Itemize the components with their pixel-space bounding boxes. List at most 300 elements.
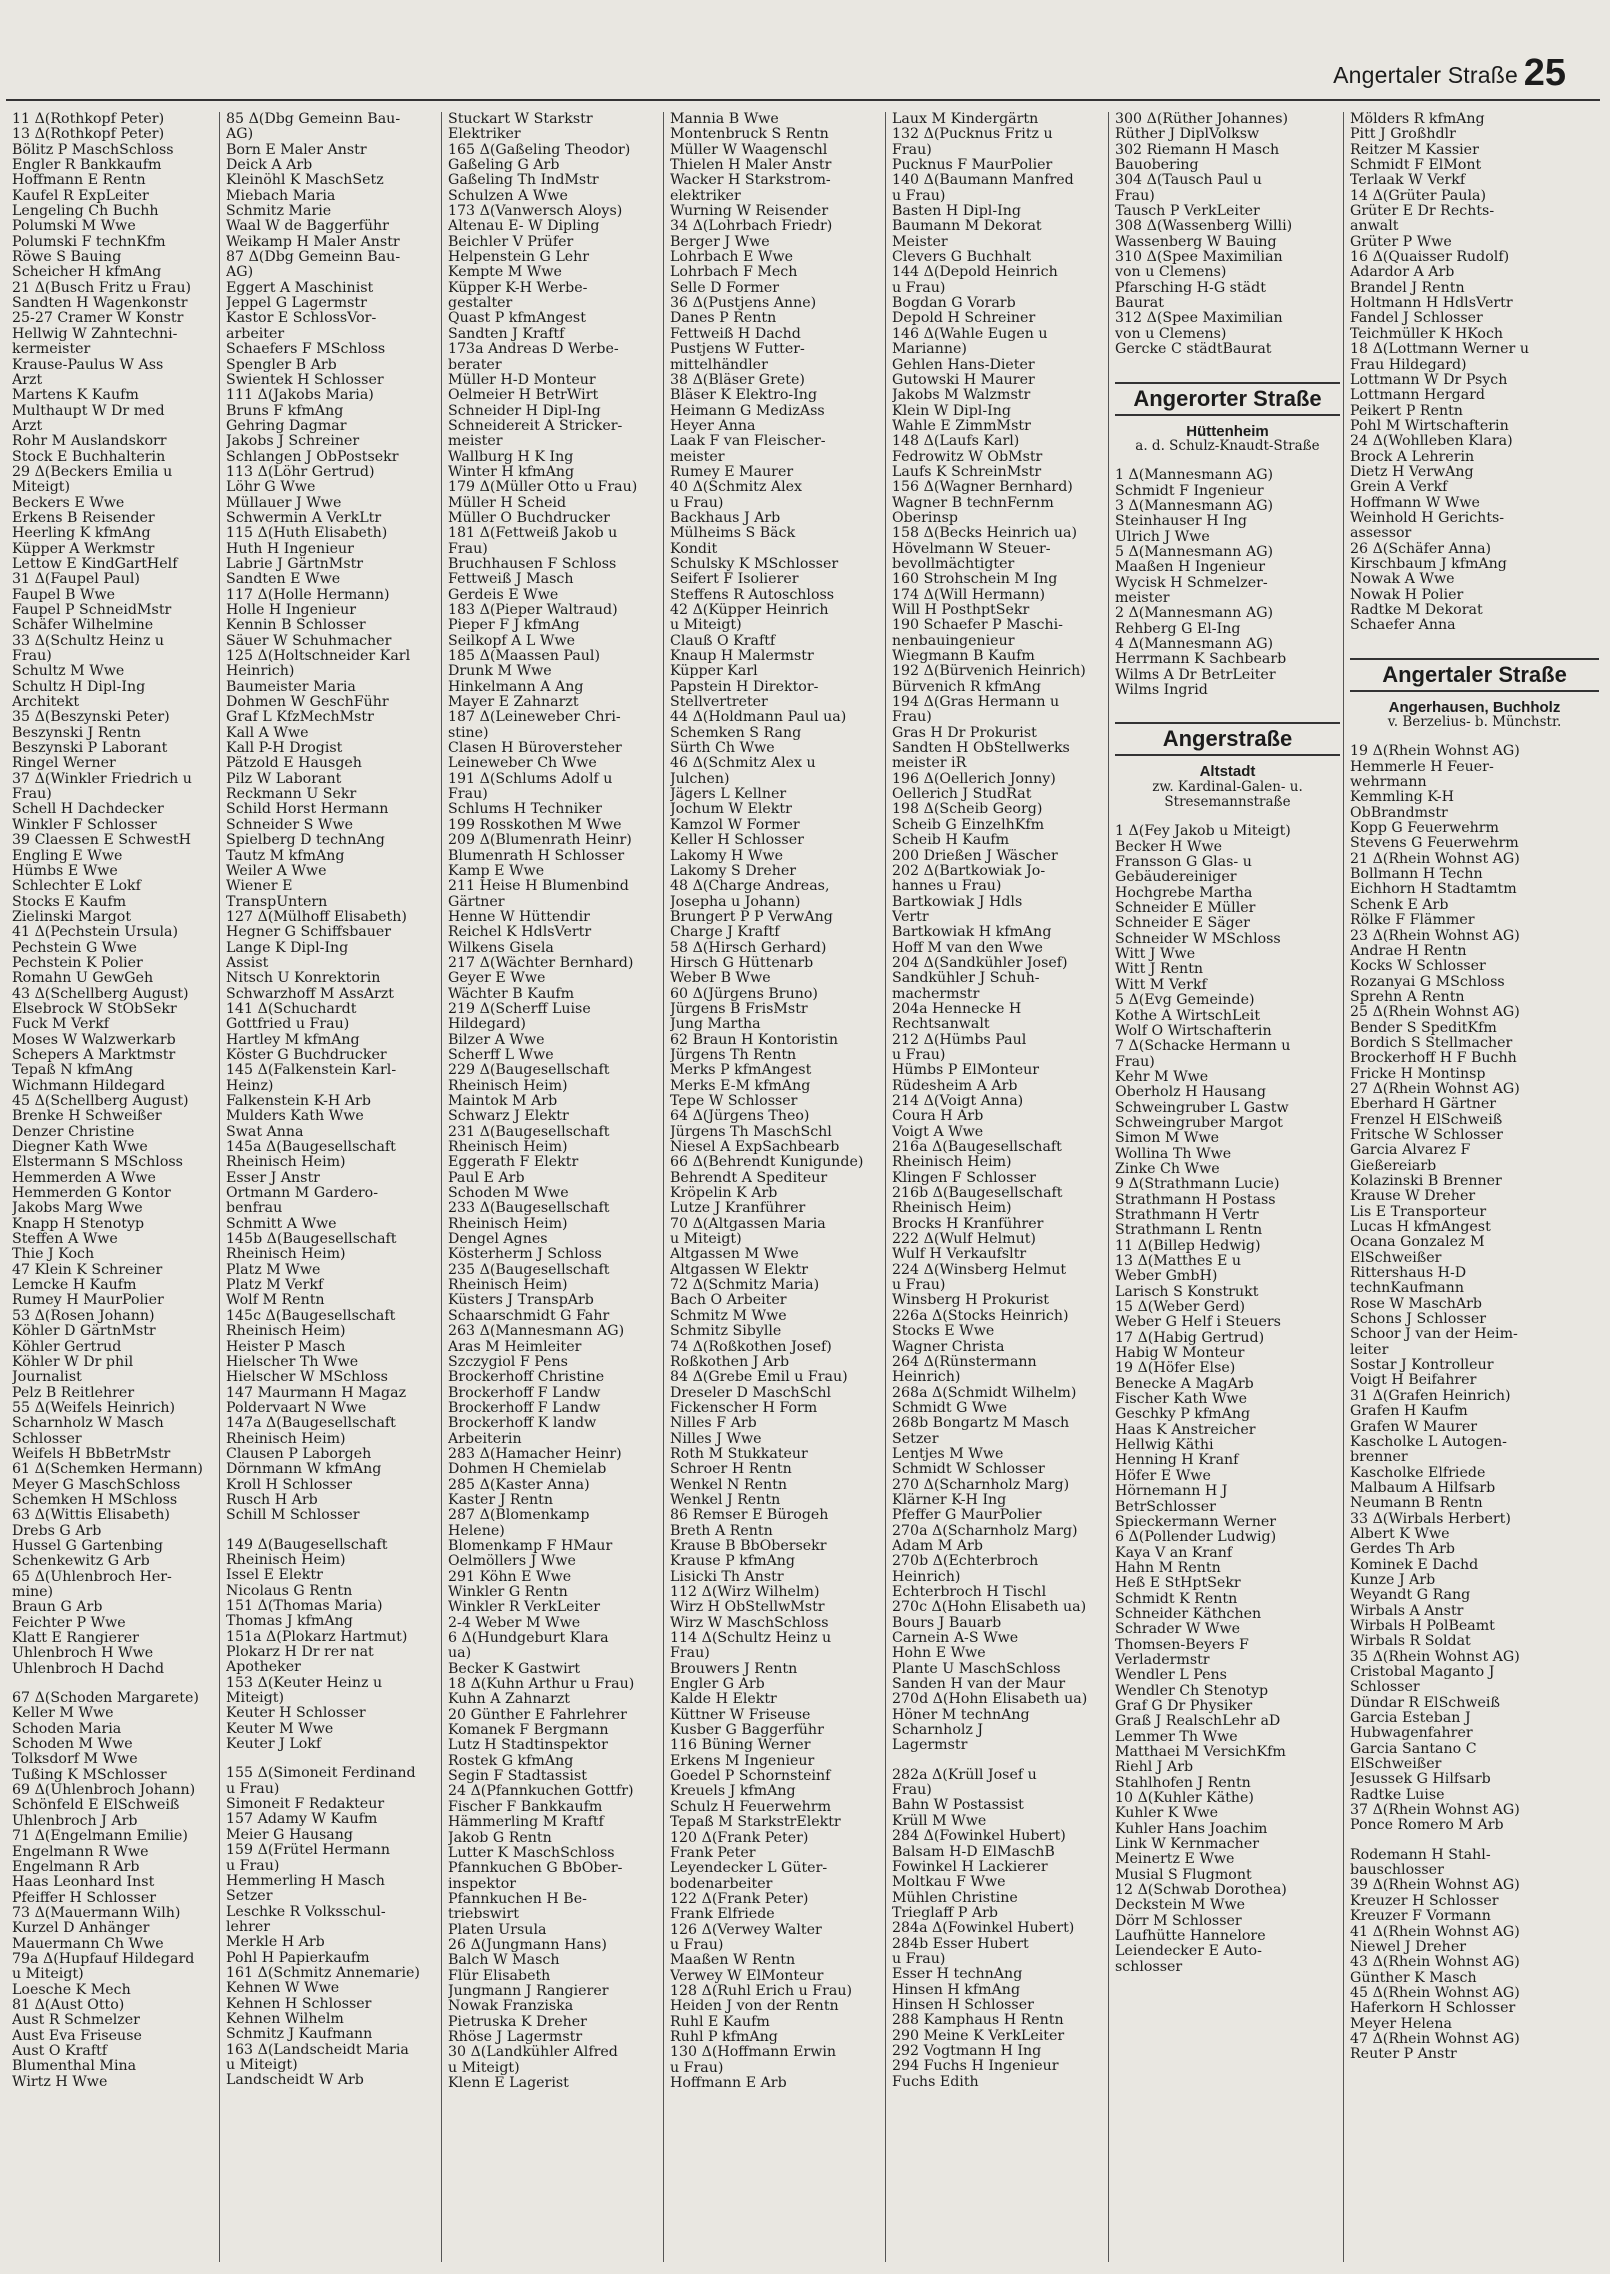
directory-entry: Waal W de Baggerführ [226, 219, 389, 235]
directory-entry: BetrSchlosser [1115, 1499, 1216, 1515]
directory-entry: Graß J RealschLehr aD [1115, 1714, 1281, 1730]
directory-entry: Wycisk H Schmelzer- [1115, 575, 1268, 591]
directory-entry: Altgassen W Elektr [670, 1262, 809, 1278]
directory-entry: Stellvertreter [670, 695, 768, 711]
directory-entry: Dündar R ElSchweiß [1350, 1695, 1500, 1711]
directory-entry: Julchen) [670, 771, 730, 787]
directory-entry: Graf G Dr Physiker [1115, 1698, 1253, 1714]
directory-entry: ElSchweißer [1350, 1757, 1442, 1773]
directory-entry: inspektor [448, 1876, 517, 1892]
directory-entry: 41 Δ(Rhein Wohnst AG) [1350, 1924, 1520, 1940]
directory-entry: Kreuels J kfmAng [670, 1784, 796, 1800]
directory-entry: Frau) [892, 142, 932, 158]
directory-entry: Hemmerling H Masch [226, 1873, 385, 1889]
directory-entry: 204a Hennecke H [892, 1001, 1022, 1017]
directory-entry: 264 Δ(Rünstermann [892, 1354, 1037, 1370]
directory-entry: Bartkowiak J Hdls [892, 894, 1023, 910]
directory-entry: Swat Anna [226, 1124, 304, 1140]
directory-entry: 60 Δ(Jürgens Bruno) [670, 986, 818, 1002]
directory-entry: Oelmeier H BetrWirt [448, 388, 599, 404]
directory-entry: Heister P Masch [226, 1339, 346, 1355]
street-heading: Angerstraße [1115, 722, 1340, 756]
directory-entry: Uhlenbroch H Wwe [12, 1646, 154, 1662]
directory-entry: Kaya V an Kranf [1115, 1545, 1233, 1561]
directory-entry: Kurzel D Anhänger [12, 1921, 150, 1937]
directory-entry: Larisch S Konstrukt [1115, 1284, 1259, 1300]
directory-entry: Architekt [12, 695, 80, 711]
directory-entry: Klatt E Rangierer [12, 1631, 139, 1647]
directory-entry: Frau) [448, 787, 488, 803]
directory-entry: 209 Δ(Blumenrath Heinr) [448, 833, 632, 849]
directory-entry: Garcia Alvarez F [1350, 1143, 1471, 1159]
directory-entry: Hoffmann E Rentn [12, 173, 146, 189]
directory-entry: benfrau [226, 1201, 283, 1217]
directory-entry: Deick A Arb [226, 158, 313, 174]
directory-entry: Rheinisch Heim) [448, 1078, 568, 1094]
directory-entry: Miteigt) [12, 480, 71, 496]
directory-entry: Henne W Hüttendir [448, 909, 590, 925]
directory-entry: arbeiter [226, 326, 285, 342]
directory-entry: Schwarzhoff M AssArzt [226, 986, 394, 1002]
directory-entry: 116 Büning Werner [670, 1738, 811, 1754]
directory-entry: 58 Δ(Hirsch Gerhard) [670, 940, 827, 956]
directory-entry: Sprehn A Rentn [1350, 989, 1465, 1005]
spacer [12, 1677, 215, 1691]
directory-entry: Setzer [226, 1889, 273, 1905]
directory-entry: 163 Δ(Landscheidt Maria [226, 2042, 409, 2058]
directory-entry: u Miteigt) [670, 618, 742, 634]
directory-entry: 140 Δ(Baumann Manfred [892, 173, 1074, 189]
directory-entry: 120 Δ(Frank Peter) [670, 1830, 809, 1846]
directory-entry: 214 Δ(Voigt Anna) [892, 1094, 1024, 1109]
directory-entry: Leineweber Ch Wwe [448, 756, 597, 772]
directory-entry: Lis E Transporteur [1350, 1204, 1487, 1220]
directory-entry: Aust R Schmelzer [12, 2013, 140, 2029]
directory-entry: Brockerhoff H F Buchh [1350, 1051, 1517, 1067]
directory-entry: Schroer H Rentn [670, 1462, 792, 1478]
directory-entry: machermstr [892, 986, 980, 1002]
directory-entry: Bürvenich R kfmAng [892, 679, 1041, 695]
directory-entry: 6 Δ(Pollender Ludwig) [1115, 1530, 1277, 1546]
directory-entry: 21 Δ(Rhein Wohnst AG) [1350, 851, 1520, 867]
directory-entry: 144 Δ(Depold Heinrich [892, 265, 1058, 281]
directory-entry: Keuter H Schlosser [226, 1706, 366, 1722]
directory-entry: Hildegard) [448, 1017, 526, 1033]
directory-entry: u Frau) [892, 1951, 946, 1967]
directory-entry: 155 Δ(Simoneit Ferdinand [226, 1766, 416, 1782]
directory-entry: Jochum W Elektr [670, 802, 792, 818]
directory-entry: Altgassen M Wwe [670, 1247, 799, 1263]
directory-entry: Labrie J GärtnMstr [226, 556, 364, 572]
directory-entry: Schmidt F ElMont [1350, 158, 1482, 174]
directory-entry: 1 Δ(Fey Jakob u Miteigt) [1115, 824, 1291, 840]
directory-entry: 288 Kamphaus H Rentn [892, 2013, 1064, 2029]
directory-entry: 231 Δ(Baugesellschaft [448, 1124, 610, 1140]
directory-entry: Baumeister Maria [226, 679, 356, 695]
directory-entry: Jakobs Marg Wwe [12, 1201, 143, 1217]
directory-entry: Elsebrock W StObSekr [12, 1001, 177, 1017]
directory-entry: 33 Δ(Wirbals Herbert) [1350, 1511, 1511, 1527]
directory-entry: Arzt [12, 372, 43, 388]
directory-entry: leiter [1350, 1342, 1389, 1358]
directory-entry: Wiener E [226, 879, 293, 895]
directory-entry: Bölitz P MaschSchloss [12, 142, 174, 158]
directory-entry: Moses W Walzwerkarb [12, 1032, 176, 1048]
directory-entry: Schaarschmidt G Fahr [448, 1308, 610, 1324]
directory-entry: Heerling K kfmAng [12, 526, 151, 542]
directory-entry: Scharnholz J [892, 1723, 984, 1739]
directory-entry: Benecke A MagArb [1115, 1376, 1254, 1392]
directory-entry: Lohrbach E Wwe [670, 250, 794, 266]
directory-entry: Hirsch G Hüttenarb [670, 955, 814, 971]
directory-entry: Engler R Bankkaufm [12, 158, 162, 174]
directory-entry: ua) [448, 1646, 472, 1662]
directory-entry: Beckers E Wwe [12, 495, 125, 511]
directory-entry: Nilles J Wwe [670, 1431, 762, 1447]
directory-entry: Weber GmbH) [1115, 1269, 1218, 1285]
directory-entry: Clasen H Büroversteher [448, 741, 622, 757]
directory-entry: 284 Δ(Fowinkel Hubert) [892, 1829, 1066, 1845]
directory-entry: 113 Δ(Löhr Gertrud) [226, 464, 375, 480]
directory-entry: ObBrandmstr [1350, 805, 1448, 821]
directory-entry: 158 Δ(Becks Heinrich ua) [892, 526, 1078, 542]
directory-entry: Rumey E Maurer [670, 464, 794, 480]
directory-entry: Coura H Arb [892, 1109, 984, 1125]
directory-entry: Scheib G EinzelhKfm [892, 817, 1045, 833]
directory-entry: Brungert P P VerwAng [670, 909, 833, 925]
directory-entry: Oberholz H Hausang [1115, 1085, 1266, 1101]
directory-entry: Stevens G Feuerwehrm [1350, 836, 1519, 852]
directory-entry: 198 Δ(Scheib Georg) [892, 802, 1043, 818]
spacer [1350, 634, 1599, 648]
directory-entry: Pohl H Papierkaufm [226, 1950, 370, 1966]
directory-entry: bevollmächtigter [892, 556, 1015, 572]
directory-entry: Kalde H Elektr [670, 1692, 777, 1708]
directory-entry: Strathmann H Postass [1115, 1192, 1276, 1208]
directory-entry: Erkens B Reisender [12, 510, 155, 526]
directory-entry: Rheinisch Heim) [226, 1324, 346, 1340]
directory-entry: Sürth Ch Wwe [670, 741, 775, 757]
directory-entry: Hubwagenfahrer [1350, 1726, 1473, 1742]
directory-entry: Rheinisch Heim) [448, 1140, 568, 1156]
district-heading: Altstadt [1199, 764, 1256, 780]
directory-entry: mine) [12, 1585, 54, 1600]
directory-entry: Witt J Wwe [1115, 947, 1196, 963]
directory-entry: Josepha u Johann) [670, 894, 801, 910]
directory-entry: 145 Δ(Falkenstein Karl- [226, 1063, 397, 1079]
directory-entry: Spielberg D technAng [226, 833, 385, 849]
directory-entry: Hoffmann W Wwe [1350, 495, 1480, 511]
directory-entry: Keller M Wwe [12, 1706, 114, 1722]
directory-entry: 229 Δ(Baugesellschaft [448, 1063, 610, 1079]
directory-entry: Kuhler K Wwe [1115, 1806, 1219, 1822]
directory-entry: 39 Claessen E SchwestH [12, 833, 191, 849]
directory-entry: 179 Δ(Müller Otto u Frau) [448, 480, 638, 496]
directory-entry: meister [670, 449, 725, 465]
directory-entry: Thie J Koch [12, 1247, 95, 1263]
directory-entry: Blumenthal Mina [12, 2059, 137, 2075]
directory-entry: Schlosser [12, 1431, 82, 1447]
directory-entry: Pucknus F MaurPolier [892, 158, 1053, 174]
directory-entry: Heß E StHptSekr [1115, 1576, 1241, 1592]
directory-entry: Lentjes M Wwe [892, 1446, 1004, 1462]
directory-entry: 47 Δ(Rhein Wohnst AG) [1350, 2031, 1520, 2047]
column-5 [885, 112, 1109, 2262]
directory-entry: Andrae H Rentn [1350, 943, 1467, 959]
directory-entry: Reichel K HdlsVertr [448, 925, 592, 941]
directory-entry: Schemken S Rang [670, 725, 802, 741]
directory-entry: Mulders Kath Wwe [226, 1109, 364, 1125]
directory-entry: Terlaak W Verkf [1350, 173, 1466, 189]
directory-entry: 2-4 Weber M Wwe [448, 1615, 581, 1631]
directory-entry: Feichter P Wwe [12, 1615, 126, 1631]
directory-entry: Schons J Schlosser [1350, 1312, 1487, 1328]
directory-entry: Radtke Luise [1350, 1787, 1445, 1803]
directory-entry: Weifels H BbBetrMstr [12, 1446, 171, 1462]
directory-entry: Berger J Wwe [670, 234, 770, 250]
directory-entry: Kemmling K-H [1350, 790, 1455, 806]
directory-entry: Kascholke L Autogen- [1350, 1434, 1507, 1450]
directory-entry: Szczygiol F Pens [448, 1354, 568, 1370]
directory-entry: Fischer F Bankkaufm [448, 1799, 603, 1815]
directory-entry: Wagner B technFernm [892, 495, 1054, 511]
directory-entry: Keller H Schlosser [670, 833, 804, 849]
directory-entry: Hemmerden G Kontor [12, 1186, 171, 1202]
directory-entry: Gehlen Hans-Dieter [892, 357, 1035, 373]
directory-entry: Schweingruber L Gastw [1115, 1100, 1289, 1116]
directory-entry: Helpenstein G Lehr [448, 250, 590, 266]
directory-entry: Laux M Kindergärtn [892, 112, 1039, 127]
directory-entry: u Frau) [670, 2060, 724, 2076]
directory-entry: Clevers G Buchhalt [892, 250, 1032, 266]
directory-entry: Küttner W Friseuse [670, 1707, 811, 1723]
directory-entry: 235 Δ(Baugesellschaft [448, 1262, 610, 1278]
directory-entry: Ruhl E Kaufm [670, 2014, 770, 2030]
directory-entry: Schoden M Wwe [448, 1186, 569, 1202]
district-heading: Angerhausen, Buchholz [1388, 699, 1561, 716]
directory-entry: 224 Δ(Winsberg Helmut [892, 1262, 1067, 1278]
directory-entry: 146 Δ(Wahle Eugen u [892, 326, 1048, 342]
directory-entry: Schulz H Feuerwehrm [670, 1799, 832, 1815]
directory-entry: Maaßen H Ingenieur [1115, 560, 1266, 576]
directory-entry: 41 Δ(Pechstein Ursula) [12, 925, 178, 941]
directory-entry: Spengler B Arb [226, 357, 337, 373]
directory-entry: Kominek E Dachd [1350, 1557, 1479, 1573]
directory-entry: 19 Δ(Rhein Wohnst AG) [1350, 744, 1520, 760]
directory-entry: Schultz M Wwe [12, 664, 125, 680]
directory-entry: 151 Δ(Thomas Maria) [226, 1599, 383, 1614]
directory-entry: Hämmerling M Kraftf [448, 1815, 604, 1831]
directory-entry: TranspUntern [226, 894, 328, 910]
directory-entry: Keuter M Wwe [226, 1721, 334, 1737]
directory-entry: 185 Δ(Maassen Paul) [448, 649, 600, 665]
directory-entry: Krause B BbObersekr [670, 1538, 827, 1554]
directory-entry: Eggert A Maschinist [226, 280, 374, 296]
directory-entry: Mauermann Ch Wwe [12, 1936, 164, 1952]
directory-entry: Kroll H Schlosser [226, 1477, 353, 1493]
directory-entry: Drunk M Wwe [448, 664, 552, 680]
directory-entry: Neumann B Rentn [1350, 1496, 1483, 1512]
directory-entry: 31 Δ(Grafen Heinrich) [1350, 1388, 1511, 1404]
directory-entry: Hinsen H kfmAng [892, 1982, 1021, 1998]
directory-entry: Strathmann H Vertr [1115, 1207, 1259, 1223]
directory-entry: Kröpelin K Arb [670, 1186, 778, 1202]
directory-entry: 294 Fuchs H Ingenieur [892, 2059, 1059, 2075]
directory-entry: Radtke M Dekorat [1350, 603, 1483, 618]
directory-entry: Pechstein K Polier [12, 955, 143, 971]
directory-entry: Basten H Dipl-Ing [892, 204, 1021, 220]
directory-entry: Seifert F Isolierer [670, 572, 799, 588]
directory-entry: Frau Hildegard) [1350, 357, 1467, 373]
directory-entry: Balsam H-D ElMaschB [892, 1844, 1055, 1860]
directory-entry: 44 Δ(Holdmann Paul ua) [670, 710, 847, 726]
directory-entry: Steffens R Autoschloss [670, 587, 835, 603]
directory-entry: Rheinisch Heim) [892, 1201, 1012, 1217]
directory-entry: Rohr M Auslandskorr [12, 434, 167, 450]
directory-entry: Oelmöllers J Wwe [448, 1554, 576, 1570]
directory-entry: Lisicki Th Anstr [670, 1569, 784, 1585]
directory-entry: Lutze J Kranführer [670, 1201, 806, 1217]
directory-entry: Schneider Käthchen [1115, 1606, 1262, 1622]
directory-entry: 216a Δ(Baugesellschaft [892, 1140, 1062, 1156]
spacer [1350, 730, 1599, 744]
directory-entry: Kolazinski B Brenner [1350, 1174, 1502, 1189]
directory-entry: Schlums H Techniker [448, 802, 602, 818]
directory-entry: 147a Δ(Baugesellschaft [226, 1416, 396, 1432]
directory-entry: Simon M Wwe [1115, 1131, 1220, 1147]
directory-entry: Pelz B Reitlehrer [12, 1385, 135, 1401]
directory-entry: ElSchweißer [1350, 1250, 1442, 1266]
directory-entry: Kreuzer H Schlosser [1350, 1893, 1499, 1909]
directory-entry: Martens K Kaufm [12, 388, 139, 404]
directory-entry: 36 Δ(Pustjens Anne) [670, 296, 817, 312]
directory-entry: Wurning W Reisender [670, 204, 829, 220]
directory-entry: Hümbs P ElMonteur [892, 1063, 1040, 1079]
directory-entry: 117 Δ(Holle Hermann) [226, 587, 390, 603]
directory-entry: Gehring Dagmar [226, 418, 347, 434]
directory-entry: Gießereiarb [1350, 1158, 1437, 1174]
header-rule [6, 99, 1600, 101]
directory-entry: 145b Δ(Baugesellschaft [226, 1232, 397, 1248]
directory-entry: Uhlenbroch J Arb [12, 1813, 138, 1829]
directory-entry: Flür Elisabeth [448, 1968, 551, 1984]
directory-entry: Hahn M Rentn [1115, 1560, 1221, 1576]
directory-entry: Winkler F Schlosser [12, 817, 157, 833]
street-range-note: Stresemannstraße [1164, 795, 1291, 811]
directory-entry: Rheinisch Heim) [448, 1278, 568, 1294]
directory-entry: Bahn W Postassist [892, 1798, 1024, 1814]
directory-entry: Hümbs E Wwe [12, 863, 118, 879]
directory-entry: Grafen H Kaufm [1350, 1404, 1468, 1420]
directory-entry: Heimann G MedizAss [670, 403, 825, 419]
directory-entry: Weiler A Wwe [226, 863, 327, 879]
directory-entry: 112 Δ(Wirz Wilhelm) [670, 1585, 820, 1600]
directory-entry: assessor [1350, 526, 1412, 542]
directory-entry: 65 Δ(Uhlenbroch Her- [12, 1569, 172, 1585]
directory-entry: Wassenberg W Bauing [1115, 234, 1277, 250]
directory-entry: Graf L KfzMechMstr [226, 710, 374, 726]
directory-entry: Pfeffer G MaurPolier [892, 1508, 1042, 1524]
directory-entry: Gaßeling Th IndMstr [448, 173, 599, 189]
directory-entry: Ulrich J Wwe [1115, 529, 1210, 545]
directory-entry: Backhaus J Arb [670, 510, 781, 526]
directory-entry: Komanek F Bergmann [448, 1723, 609, 1739]
directory-entry: Gercke C städtBaurat [1115, 342, 1272, 358]
directory-entry: Jägers L Kellner [670, 787, 787, 803]
directory-entry: u Frau) [892, 188, 946, 204]
directory-entry: 312 Δ(Spee Maximilian [1115, 311, 1283, 327]
directory-entry: Aust Eva Friseuse [12, 2028, 142, 2044]
column-2 [219, 112, 442, 2262]
directory-entry: Röwe S Bauing [12, 250, 122, 266]
directory-entry: 310 Δ(Spee Maximilian [1115, 250, 1283, 266]
spacer [1115, 454, 1340, 468]
directory-entry: 219 Δ(Scherff Luise [448, 1001, 591, 1017]
street-heading: Angerorter Straße [1115, 382, 1340, 416]
directory-entry: Rheinisch Heim) [448, 1216, 568, 1232]
directory-entry: Uhlenbroch H Dachd [12, 1661, 165, 1677]
directory-entry: Wendler Ch Stenotyp [1115, 1683, 1269, 1699]
directory-entry: Lagermstr [892, 1738, 968, 1754]
directory-entry: 268b Bongartz M Masch [892, 1416, 1070, 1432]
directory-entry: Born E Maler Anstr [226, 142, 367, 158]
directory-entry: Gärtner [448, 894, 505, 910]
directory-entry: Assist [226, 955, 269, 971]
directory-entry: Hövelmann W Steuer- [892, 541, 1051, 557]
directory-entry: 263 Δ(Mannesmann AG) [448, 1324, 625, 1340]
directory-entry: Riehl J Arb [1115, 1760, 1194, 1776]
directory-entry: 31 Δ(Faupel Paul) [12, 572, 140, 588]
directory-entry: Steffen A Wwe [12, 1232, 118, 1248]
directory-entry: Krüll M Wwe [892, 1813, 987, 1829]
directory-entry: Brockerhoff K landw [448, 1416, 597, 1432]
spacer [892, 1754, 1105, 1768]
directory-entry: Schönfeld E ElSchweiß [12, 1798, 180, 1814]
directory-entry: meister [448, 434, 503, 450]
directory-entry: 145c Δ(Baugesellschaft [226, 1308, 396, 1324]
directory-entry: 27 Δ(Rhein Wohnst AG) [1350, 1081, 1520, 1097]
directory-entry: Schmidt G Wwe [892, 1400, 1008, 1416]
directory-entry: Winter H kfmAng [448, 464, 575, 480]
directory-entry: Hartley M kfmAng [226, 1032, 360, 1048]
directory-entry: Fedrowitz W ObMstr [892, 449, 1043, 465]
directory-entry: Depold H Schreiner [892, 311, 1036, 327]
directory-entry: u Frau) [892, 280, 946, 296]
directory-entry: Mayer E Zahnarzt [448, 695, 579, 711]
directory-entry: Schill M Schlosser [226, 1508, 360, 1524]
directory-entry: 147 Maurmann H Magaz [226, 1385, 407, 1401]
directory-entry: Bender S SpeditKfm [1350, 1020, 1497, 1036]
directory-entry: Grüter E Dr Rechts- [1350, 204, 1495, 220]
directory-entry: 39 Δ(Rhein Wohnst AG) [1350, 1878, 1520, 1894]
directory-entry: Niesel A ExpSachbearb [670, 1140, 840, 1156]
directory-entry: Sandten J Kraftf [448, 326, 565, 342]
directory-entry: Adam M Arb [892, 1538, 983, 1554]
directory-entry: Müller H-D Monteur [448, 372, 596, 388]
directory-entry: 148 Δ(Laufs Karl) [892, 434, 1020, 450]
directory-entry: 38 Δ(Bläser Grete) [670, 372, 805, 388]
directory-entry: Schaefer Anna [1350, 618, 1456, 634]
directory-entry: 18 Δ(Kuhn Arthur u Frau) [448, 1677, 635, 1693]
directory-entry: Hielscher Th Wwe [226, 1354, 359, 1370]
directory-entry: Carnein A-S Wwe [892, 1631, 1019, 1647]
directory-entry: meister [1115, 590, 1170, 606]
directory-entry: 11 Δ(Billep Hedwig) [1115, 1238, 1261, 1254]
directory-entry: Hinkelmann A Ang [448, 679, 584, 695]
directory-entry: 11 Δ(Rothkopf Peter) [12, 112, 165, 127]
directory-entry: Engelmann R Wwe [12, 1844, 149, 1860]
directory-entry: 190 Schaefer P Maschi- [892, 618, 1063, 634]
